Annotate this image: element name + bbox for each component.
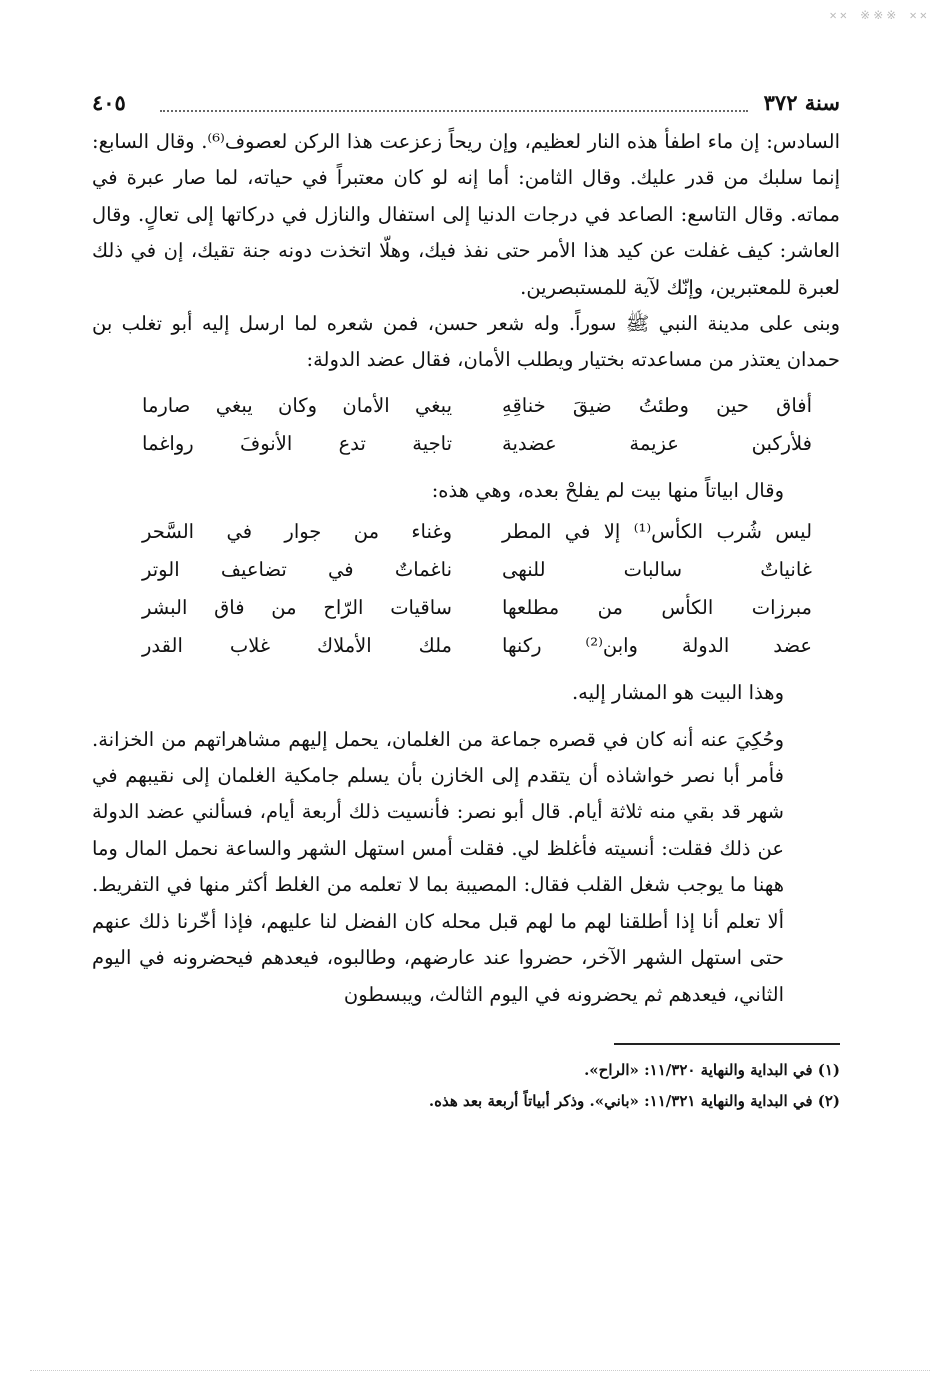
verse-first-hemistich: عضد الدولة وابن⁽²⁾ ركنها [502,634,812,658]
verse-second-hemistich: ساقيات الرّاح من فاق البشر [142,596,452,620]
verse-second-hemistich: تاجية تدع الأنوفَ رواغما [142,431,452,455]
verse-first-hemistich: فلأركبن عزيمة عضدية [502,431,812,455]
footnote-2: (٢) في البداية والنهاية ١١/٣٢١: «باني». وذكر أبياتاً أربعة بعد هذه. [428,1091,840,1110]
book-page [92,80,840,1360]
paragraph-sayings: السادس: إن ماء اطفأ هذه النار لعظيم، وإن ريحاً زعزعت هذا الركن لعصوف⁽⁶⁾. وقال السابع: إنما سلبك من قدر عليك. وقال الثامن: أما إنه لو كان معتبراً في حياته، لما صار عبرة في مماته. وقال التاسع: الصاعد في درجات الدنيا إلى استفال والنازل في دركاتها إلى تعالٍ. وقال العاشر: كيف غفلت عن كيد هذا الأمر حتى نفذ فيك، وهلّا اتخذت دونه جنة تقيك، إن في ذلك لعبرة للمعتبرين، وإنّك لآية للمستبصرين. [92,130,840,299]
verse-second-hemistich: ملك الأملاك غلاب القدر [142,634,452,658]
paragraph-wall-and-poetry: وبنى على مدينة النبي ﷺ سوراً. وله شعر حسن، فمن شعره لما ارسل إليه أبو تغلب بن حمدان يعتذر من مساعدته بختيار ويطلب الأمان، فقال عضد الدولة: [92,312,840,372]
verse-first-hemistich: مبرزات الكأس من مطلعها [502,596,812,620]
page-header [92,80,840,124]
header-dotted-rule [160,110,748,112]
verse-second-hemistich: ناغماتٌ في تضاعيف الوتر [142,558,452,582]
verse-first-hemistich: أفاق حين وطئتُ ضيقَ خناقِهِ [502,393,812,417]
verse-line [92,627,840,665]
footnotes [92,1055,840,1117]
paragraph-verses-intro: وقال ابياتاً منها بيت لم يفلحْ بعده، وهي هذه: [431,478,784,502]
verse-second-hemistich: يبغي الأمان وكان يبغي صارما [142,393,452,417]
verse-line [92,425,840,463]
verse-first-hemistich: ليس شُرب الكأس⁽¹⁾ إلا في المطر [502,520,813,544]
footnote-separator [614,1043,840,1045]
poem-wine-and-song [92,513,840,665]
verse-first-hemistich: غانياتٌ سالبات للنهى [502,558,812,582]
paragraph-ghilman-anecdote: وحُكِيَ عنه أنه كان في قصره جماعة من الغلمان، يحمل إليهم مشاهراتهم من الخزانة. فأمر أبا نصر خواشاذه أن يتقدم إلى الخازن بأن يسلم جامكية الغلمان إلى نقيبهم في شهر قد بقي منه ثلاثة أيام. قال أبو نصر: فأنسيت ذلك أربعة أيام، فسألني عضد الدولة عن ذلك فقلت: أنسيته فأغلظ لي. فقلت أمس استهل الشهر والساعة نحمل المال وما ههنا ما يوجب شغل القلب فقال: المصيبة بما لا تعلمه من الغلط أكثر منها في التفريط. ألا تعلم أنا إذا أطلقنا لهم ما لهم قبل محله كان الفضل لنا عليهم، فإذا أخّرنا ذلك عنهم حتى استهل الشهر الآخر، حضروا عند عارضهم، وطالبوه، فيعدهم فيحضرونه في اليوم الثاني، فيعدهم ثم يحضرونه في اليوم الثالث، ويبسطون [92,727,784,1006]
running-head: سنة ٣٧٢ [763,90,840,115]
scan-edge-marks: ✕✕ ※※※ ✕✕ [829,8,930,22]
verse-line [92,589,840,627]
verse-line [92,387,840,425]
footnote-1: (١) في البداية والنهاية ١١/٣٢٠: «الراح». [584,1060,840,1079]
poem-abu-taghlib [92,387,840,463]
verse-line [92,551,840,589]
page-number: ٤٠٥ [92,90,126,115]
scan-edge-bottom [30,1370,930,1383]
verse-second-hemistich: وغناء من جوار في السَّحر [142,520,452,544]
verse-line [92,513,840,551]
paragraph-verse-reference: وهذا البيت هو المشار إليه. [571,681,784,705]
